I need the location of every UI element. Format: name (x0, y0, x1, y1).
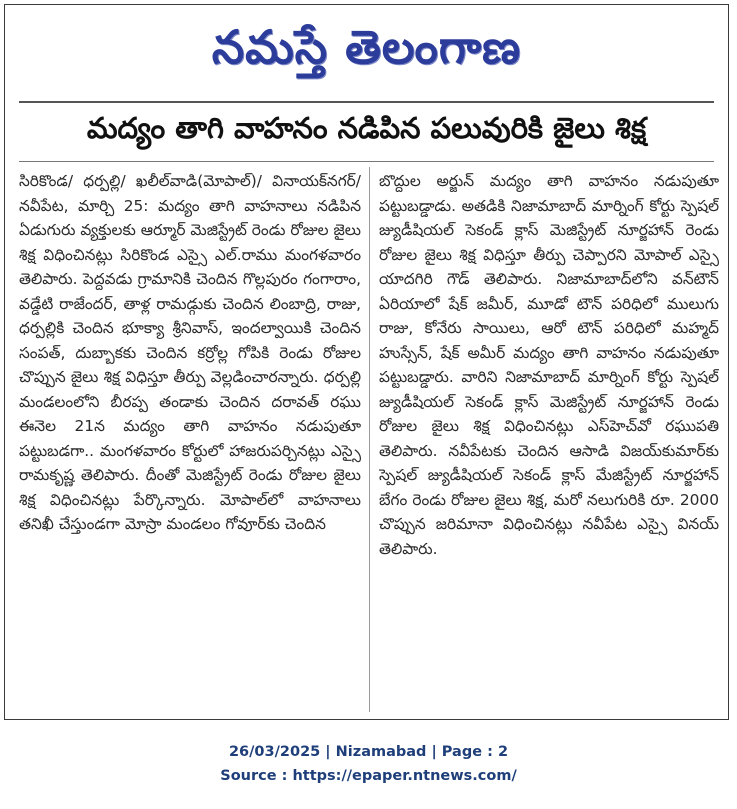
newspaper-masthead: నమస్తే తెలంగాణ (211, 20, 522, 74)
edition-info: 26/03/2025 | Nizamabad | Page : 2 (228, 744, 509, 760)
article-column-right: బొద్దుల అర్జున్ మద్యం తాగి వాహనం నడుపుతూ పట్టుబడ్డాడు. అతడికి నిజామాబాద్ మార్నింగ్ కోర్టు స్పెషల్ జ్యుడీషియల్ సెకండ్ క్లాస్ మెజిస్ట్రేట్ నూర్జహాన్ రెండు రోజుల జైలు శిక్ష విధిస్తూ తీర్పు చెప్పారని మోపాల్ ఎస్సై యాదగిరి గౌడ్ తెలిపారు. నిజామాబాద్‌లోని వన్‌టౌన్ ఏరియాలో షేక్ జమీర్, మూడో టౌన్ పరిధిలో ములుగు రాజు, కోనేరు సాయిలు, ఆరో టౌన్ పరిధిలో మహ్మద్ హుస్సేన్, షేక్ అమీర్ మద్యం తాగి వాహనం నడుపుతూ పట్టుబడ్డారు. వారిని నిజామాబాద్ మార్నింగ్ కోర్టు స్పెషల్ జ్యుడీషియల్ సెకండ్ క్లాస్ మెజిస్ట్రేట్ నూర్జహాన్ రెండు రోజుల జైలు శిక్ష విధించినట్లు ఎస్‌హెచ్‌వో రఘుపతి తెలిపారు. నవీపేటకు చెందిన ఆసాడి విజయ్‌కుమార్‌కు స్పెషల్ జ్యుడీషియల్ సెకండ్ క్లాస్ మేజిస్ట్రేట్ నూర్జహాన్ బేగం రెండు రోజుల జైలు శిక్ష, మరో నలుగురికి రూ. 2000 చొప్పున జరిమానా విధించినట్లు నవీపేట ఎస్సై వినయ్ తెలిపారు. (379, 172, 719, 558)
column-divider (369, 167, 370, 712)
news-clipping (4, 4, 729, 720)
clipping-footer (0, 740, 737, 788)
source-link[interactable]: Source : https://epaper.ntnews.com/ (220, 768, 517, 784)
article-headline: మద్యం తాగి వాహనం నడిపిన పలువురికి జైలు శిక్ష (19, 101, 714, 162)
article-column-left: సిరికొండ/ ధర్పల్లి/ ఖలీల్‌వాడి(మోపాల్)/ వినాయక్‌నగర్/ నవీపేట, మార్చి 25: మద్యం తాగి వాహనాలు నడిపిన ఏడుగురు వ్యక్తులకు ఆర్మూర్ మెజిస్ట్రేట్ రెండు రోజుల జైలు శిక్ష విధించినట్లు సిరికొండ ఎస్సై ఎల్.రాము మంగళవారం తెలిపారు. పెద్దవడు గ్రామానికి చెందిన గొల్లపురం గంగారాం, వడ్డేటి రాజేందర్, తాళ్ల రామడ్గుకు చెందిన లింబాద్రి, రాజు, ధర్పల్లికి చెందిన భూక్యా శ్రీనివాస్, ఇందల్వాయికి చెందిన సంపత్, దుబ్బాకకు చెందిన కర్రోల్ల గోపికి రెండు రోజుల చొప్పున జైలు శిక్ష విధిస్తూ తీర్పు వెల్లడించారన్నారు. ధర్పల్లి మండలంలోని బీరప్ప తండాకు చెందిన దరావత్ రఘు ఈనెల 21న మద్యం తాగి వాహనం నడుపుతూ పట్టుబడగా.. మంగళవారం కోర్టులో హాజరుపర్చినట్లు ఎస్సై రామకృష్ణ తెలిపారు. దీంతో మెజిస్ట్రేట్ రెండు రోజుల జైలు శిక్ష విధించినట్లు పేర్కొన్నారు. మోపాల్‌లో వాహనాలు తనిఖీ చేస్తుండగా మోస్రా మండలం గోవూర్‌కు చెందిన (19, 172, 361, 533)
